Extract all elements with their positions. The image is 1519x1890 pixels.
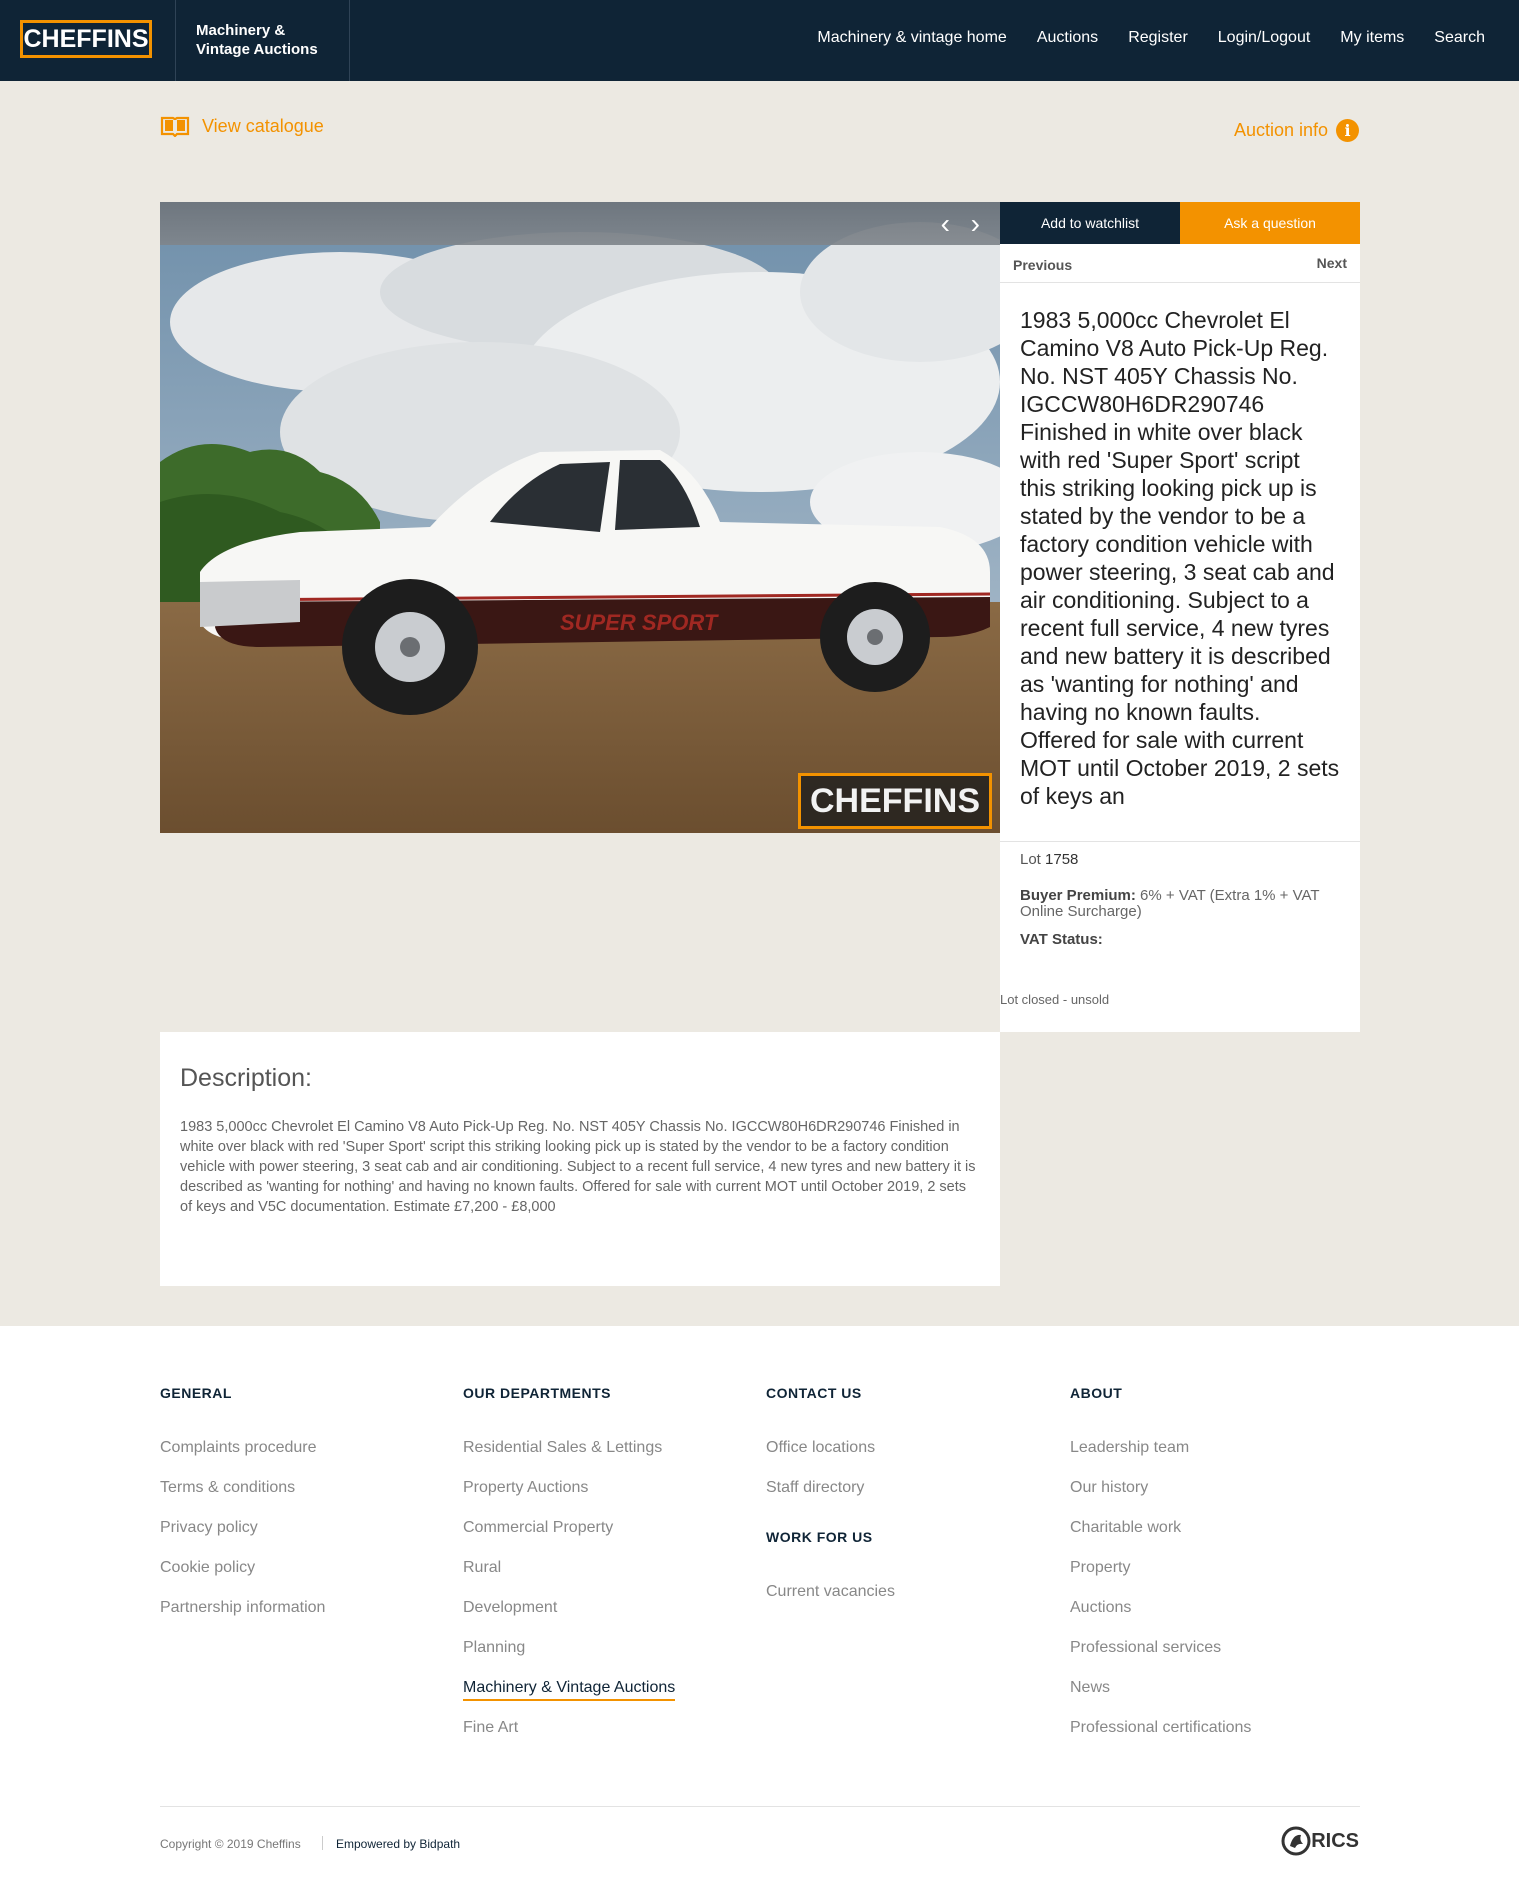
copyright-text: Copyright © 2019 Cheffins <box>160 1837 301 1851</box>
footer <box>0 1326 1519 1890</box>
footer-general <box>160 1385 325 1638</box>
rics-label: RICS <box>1311 1829 1359 1852</box>
rics-logo[interactable] <box>1281 1826 1359 1856</box>
lot-title: 1983 5,000cc Chevrolet El Camino V8 Auto Pick-Up Reg. No. NST 405Y Chassis No. IGCCW80H6DR290746 Finished in white over black with red 'Super Sport' script this striking looking pick up is stated by the vendor to be a factory condition vehicle with power steering, 3 seat cab and air conditioning. Subject to a recent full service, 4 new tyres and new battery it is described as 'wanting for nothing' and having no known faults. Offered for sale with current MOT until October 2019, 2 sets of keys an <box>1000 283 1360 842</box>
svg-text:SUPER SPORT: SUPER SPORT <box>560 610 718 635</box>
nav-register[interactable]: Register <box>1128 29 1188 46</box>
lot-details-panel <box>1000 202 1360 1032</box>
footer-link-history[interactable]: Our history <box>1070 1479 1149 1496</box>
description-text: 1983 5,000cc Chevrolet El Camino V8 Auto Pick-Up Reg. No. NST 405Y Chassis No. IGCCW80H6DR290746 Finished in white over black with red 'Super Sport' script this striking looking pick up is stated by the vendor to be a factory condition vehicle with power steering, 3 seat cab and air conditioning. Subject to a recent full service, 4 new tyres and new battery it is described as 'wanting for nothing' and having no known faults. Offered for sale with current MOT until October 2019, 2 sets of keys and V5C documentation. Estimate £7,200 - £8,000 <box>180 1119 976 1215</box>
footer-departments <box>463 1385 675 1758</box>
lot-pager <box>1000 244 1360 283</box>
footer-link-development[interactable]: Development <box>463 1599 558 1616</box>
add-to-watchlist-button[interactable]: Add to watchlist <box>1000 202 1180 244</box>
footer-link-certifications[interactable]: Professional certifications <box>1070 1719 1252 1736</box>
buyer-premium-value: 6% + VAT (Extra 1% + VAT Online Surcharge) <box>1020 887 1320 920</box>
previous-lot-link[interactable]: Previous <box>1013 257 1073 273</box>
next-lot-link[interactable]: Next <box>1316 255 1347 271</box>
nav-my-items[interactable]: My items <box>1340 29 1405 46</box>
description-panel <box>160 1032 1000 1286</box>
footer-link-property-auctions[interactable]: Property Auctions <box>463 1479 589 1496</box>
footer-link-professional-services[interactable]: Professional services <box>1070 1639 1222 1656</box>
footer-link-fine-art[interactable]: Fine Art <box>463 1719 519 1736</box>
footer-link-cookie[interactable]: Cookie policy <box>160 1559 256 1576</box>
footer-link-residential[interactable]: Residential Sales & Lettings <box>463 1439 663 1456</box>
footer-link-staff-directory[interactable]: Staff directory <box>766 1479 865 1496</box>
view-catalogue-link[interactable] <box>160 115 324 137</box>
footer-link-machinery[interactable]: Machinery & Vintage Auctions <box>463 1678 675 1701</box>
rics-lion-icon <box>1281 1826 1311 1856</box>
footer-link-auctions[interactable]: Auctions <box>1070 1599 1132 1616</box>
description-heading: Description: <box>180 1064 312 1092</box>
footer-heading-about: ABOUT <box>1070 1385 1123 1401</box>
footer-link-partnership[interactable]: Partnership information <box>160 1599 326 1616</box>
footer-heading-general: GENERAL <box>160 1385 232 1401</box>
lot-photo[interactable] <box>160 202 1000 833</box>
info-icon: i <box>1336 119 1359 142</box>
site-subtitle: Machinery & Vintage Auctions <box>196 22 318 58</box>
ask-question-button[interactable]: Ask a question <box>1180 202 1360 244</box>
footer-link-leadership[interactable]: Leadership team <box>1070 1439 1190 1456</box>
footer-about <box>1070 1385 1251 1758</box>
nav-machinery-home[interactable]: Machinery & vintage home <box>817 29 1007 46</box>
footer-link-news[interactable]: News <box>1070 1679 1111 1696</box>
lot-status: Lot closed - unsold <box>1000 992 1110 1007</box>
car-photo-illustration <box>160 202 1000 833</box>
auction-info-link[interactable] <box>1234 119 1359 142</box>
lot-number-value: 1758 <box>1045 851 1079 868</box>
view-catalogue-label: View catalogue <box>202 115 324 136</box>
main-nav <box>787 29 1485 47</box>
powered-by-link[interactable]: Empowered by Bidpath <box>336 1837 461 1851</box>
footer-link-privacy[interactable]: Privacy policy <box>160 1519 258 1536</box>
footer-link-complaints[interactable]: Complaints procedure <box>160 1439 317 1456</box>
photo-toolbar <box>160 202 1000 245</box>
chevron-right-icon[interactable]: › <box>970 208 980 239</box>
footer-link-terms[interactable]: Terms & conditions <box>160 1479 296 1496</box>
footer-link-planning[interactable]: Planning <box>463 1639 526 1656</box>
auction-info-label: Auction info <box>1233 120 1328 140</box>
buyer-premium-label: Buyer Premium: <box>1020 887 1136 904</box>
footer-heading-work: WORK FOR US <box>766 1529 873 1545</box>
lot-number-label: Lot <box>1020 851 1041 868</box>
footer-divider <box>160 1806 1360 1807</box>
footer-link-charitable[interactable]: Charitable work <box>1070 1519 1182 1536</box>
nav-login-logout[interactable]: Login/Logout <box>1217 29 1311 46</box>
footer-separator <box>322 1836 323 1850</box>
footer-link-property[interactable]: Property <box>1070 1559 1131 1576</box>
footer-link-vacancies[interactable]: Current vacancies <box>766 1583 895 1600</box>
footer-link-office-locations[interactable]: Office locations <box>766 1439 876 1456</box>
vat-status-label: VAT Status: <box>1020 931 1103 948</box>
book-icon <box>160 115 190 137</box>
nav-search[interactable]: Search <box>1434 29 1485 46</box>
nav-auctions[interactable]: Auctions <box>1036 29 1099 46</box>
lot-meta <box>1000 842 1360 970</box>
footer-link-commercial[interactable]: Commercial Property <box>463 1519 614 1536</box>
cheffins-logo[interactable]: CHEFFINS <box>20 20 152 58</box>
footer-heading-departments: OUR DEPARTMENTS <box>463 1385 612 1401</box>
footer-heading-contact: CONTACT US <box>766 1385 862 1401</box>
chevron-left-icon[interactable]: ‹ <box>940 208 950 239</box>
top-navigation-bar <box>0 0 1519 81</box>
footer-contact <box>766 1385 895 1622</box>
cheffins-watermark: CHEFFINS <box>798 773 992 829</box>
header-divider <box>349 0 350 81</box>
header-divider <box>175 0 176 81</box>
footer-link-rural[interactable]: Rural <box>463 1559 502 1576</box>
